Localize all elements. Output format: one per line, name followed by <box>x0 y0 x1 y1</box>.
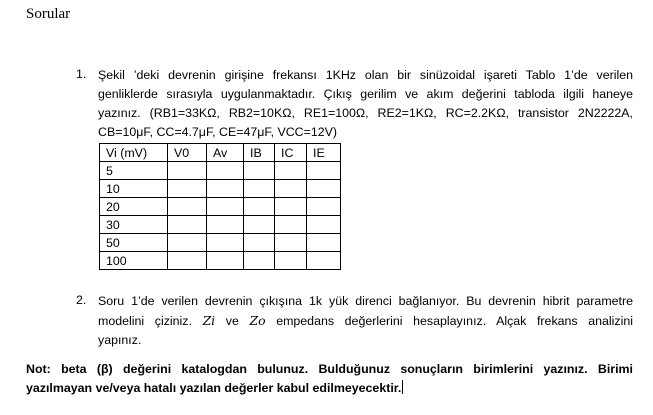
table-header-cell: Av <box>207 144 244 162</box>
table-vi-cell: 30 <box>100 216 168 234</box>
table-header-row <box>100 144 341 162</box>
zi-symbol: Zi <box>202 313 216 328</box>
text-cursor <box>402 380 403 394</box>
table-empty-cell[interactable] <box>244 180 275 198</box>
table-empty-cell[interactable] <box>244 162 275 180</box>
table-header-cell: IE <box>307 144 341 162</box>
table-vi-cell: 20 <box>100 198 168 216</box>
note-line-text: yazılmayan ve/veya hatalı yazılan değerler kabul edilmeyecektir. <box>26 381 402 395</box>
table-empty-cell[interactable] <box>275 198 307 216</box>
table-empty-cell[interactable] <box>244 198 275 216</box>
table-empty-cell[interactable] <box>307 198 341 216</box>
question-1-line: Şekil ’deki devrenin girişine frekansı 1KHz olan bir sinüzoidal işareti Tablo 1’de verilen <box>98 68 633 82</box>
table-empty-cell[interactable] <box>307 162 341 180</box>
table-empty-cell[interactable] <box>207 180 244 198</box>
table-row <box>100 198 341 216</box>
section-heading: Sorular <box>26 6 71 22</box>
table-vi-cell: 100 <box>100 252 168 270</box>
table-empty-cell[interactable] <box>244 252 275 270</box>
table-header-cell: Vi (mV) <box>100 144 168 162</box>
table-empty-cell[interactable] <box>207 198 244 216</box>
table-empty-cell[interactable] <box>307 180 341 198</box>
table-row <box>100 216 341 234</box>
question-2-number: 2. <box>76 293 87 307</box>
table-empty-cell[interactable] <box>307 252 341 270</box>
question-2-text-segment: modelini çiziniz. <box>98 314 192 328</box>
table-empty-cell[interactable] <box>244 216 275 234</box>
table-empty-cell[interactable] <box>275 162 307 180</box>
question-2-text-segment: ve <box>225 314 239 328</box>
table-empty-cell[interactable] <box>168 162 207 180</box>
table-empty-cell[interactable] <box>168 216 207 234</box>
table-empty-cell[interactable] <box>168 198 207 216</box>
table-empty-cell[interactable] <box>275 252 307 270</box>
table-header-cell: IC <box>275 144 307 162</box>
note-line <box>26 379 633 398</box>
table-row <box>100 252 341 270</box>
table-row <box>100 162 341 180</box>
table-empty-cell[interactable] <box>244 234 275 252</box>
question-2-text <box>98 292 633 350</box>
table-header-cell: V0 <box>168 144 207 162</box>
question-1-line: genliklerde sırasıyla uygulanmaktadır. Çıkış gerilim ve akım değerini tabloda ilgili haneye <box>98 87 633 101</box>
zo-symbol: Zo <box>249 313 266 328</box>
table-row <box>100 234 341 252</box>
table-header-cell: IB <box>244 144 275 162</box>
question-1-text <box>98 66 633 142</box>
table-empty-cell[interactable] <box>275 216 307 234</box>
table-row <box>100 180 341 198</box>
table-empty-cell[interactable] <box>207 162 244 180</box>
table-empty-cell[interactable] <box>168 252 207 270</box>
table-empty-cell[interactable] <box>168 234 207 252</box>
table-vi-cell: 50 <box>100 234 168 252</box>
question-2-text-segment: empedans değerlerini hesaplayınız. Alçak frekans analizini <box>276 314 634 328</box>
note-paragraph <box>26 360 633 398</box>
table-empty-cell[interactable] <box>275 180 307 198</box>
question-2-line <box>98 311 633 331</box>
table-empty-cell[interactable] <box>307 216 341 234</box>
note-line: Not: beta (β) değerini katalogdan bulunuz. Bulduğunuz sonuçların birimlerini yazınız. Birimi <box>26 362 633 376</box>
question-1-line: yazınız. (RB1=33KΩ, RB2=10KΩ, RE1=100Ω, RE2=1KΩ, RC=2.2KΩ, transistor 2N2222A, <box>98 106 633 120</box>
table-empty-cell[interactable] <box>275 234 307 252</box>
table-empty-cell[interactable] <box>307 234 341 252</box>
measurement-table <box>99 143 341 270</box>
table-vi-cell: 5 <box>100 162 168 180</box>
table-empty-cell[interactable] <box>207 216 244 234</box>
table-empty-cell[interactable] <box>207 252 244 270</box>
table-empty-cell[interactable] <box>168 180 207 198</box>
question-2-line: yapınız. <box>98 333 142 347</box>
question-2-line: Soru 1’de verilen devrenin çıkışına 1k yük direnci bağlanıyor. Bu devrenin hibrit parametre <box>98 294 633 308</box>
question-1-line: CB=10μF, CC=4.7μF, CE=47μF, VCC=12V) <box>98 125 338 139</box>
question-1-number: 1. <box>76 67 87 81</box>
table-empty-cell[interactable] <box>207 234 244 252</box>
table-vi-cell: 10 <box>100 180 168 198</box>
